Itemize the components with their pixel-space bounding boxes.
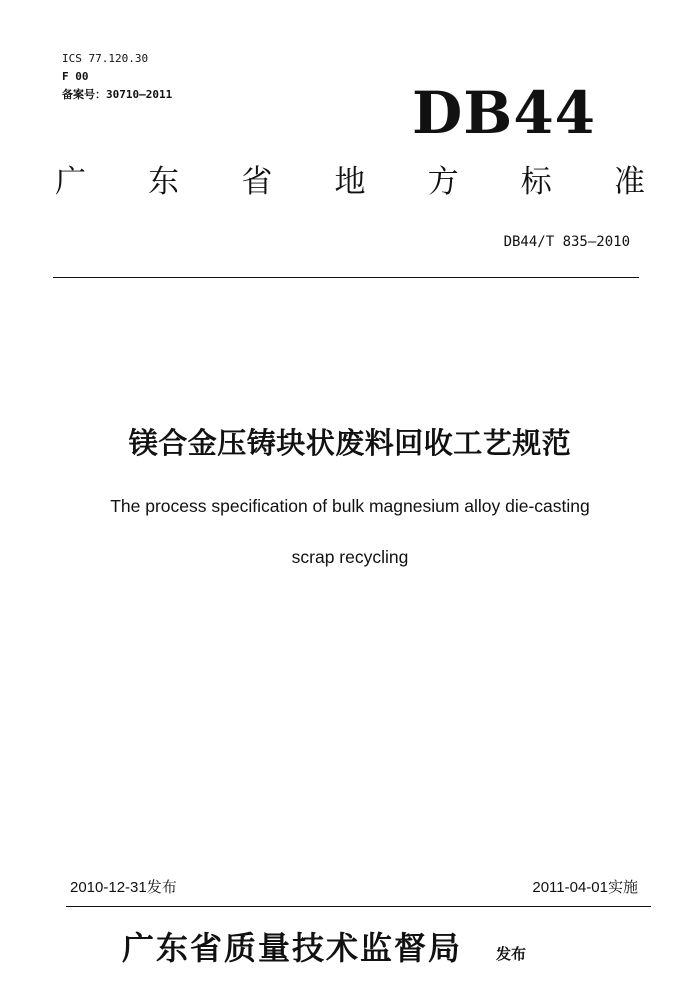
heading-char: 东 xyxy=(148,164,180,200)
heading-char: 标 xyxy=(520,164,552,200)
db-logo: DB44 xyxy=(412,79,597,147)
effective-date: 2011-04-01实施 xyxy=(532,879,638,896)
heading-char: 方 xyxy=(427,164,459,200)
footer-divider xyxy=(66,906,651,907)
record-number: 备案号：30710—2011 xyxy=(62,88,173,101)
heading-char: 广 xyxy=(55,164,86,200)
heading-char: 准 xyxy=(613,164,645,200)
issuer-name: 广东省质量技术监督局 xyxy=(122,929,463,967)
title-english-line-1: The process specification of bulk magnesium alloy die-casting xyxy=(110,496,590,516)
publish-date: 2010-12-31发布 xyxy=(70,879,177,896)
issuer-suffix: 发布 xyxy=(496,945,527,963)
title-english-line-2: scrap recycling xyxy=(291,547,409,567)
ics-code: ICS 77.120.30 xyxy=(62,52,149,65)
provincial-standard-heading xyxy=(55,160,645,204)
heading-char: 省 xyxy=(241,164,273,200)
heading-char: 地 xyxy=(334,164,366,200)
issuer xyxy=(122,925,526,971)
title-chinese: 镁合金压铸块状废料回收工艺规范 xyxy=(128,426,572,460)
header-divider xyxy=(53,277,639,278)
category-code: F 00 xyxy=(62,70,89,83)
standard-number: DB44/T 835—2010 xyxy=(503,234,630,250)
